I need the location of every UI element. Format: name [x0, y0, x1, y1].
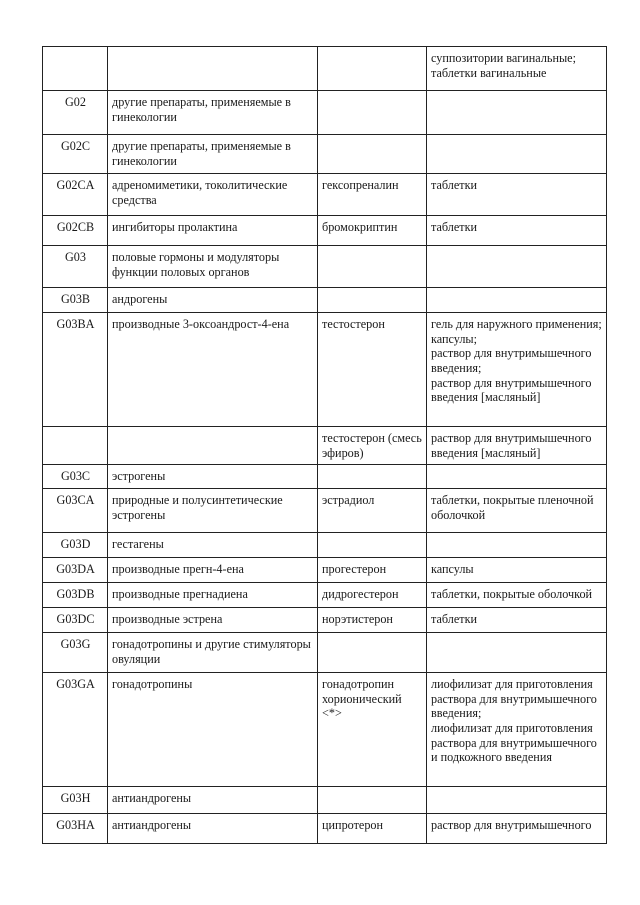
drug-classification-table [42, 46, 607, 844]
dosage-form-cell [427, 465, 607, 489]
drug-name-cell: тестостерон [318, 313, 427, 427]
dosage-form-cell: таблетки, покрытые оболочкой [427, 583, 607, 608]
dosage-form-cell: таблетки [427, 216, 607, 246]
dosage-form-cell: лиофилизат для приготовления раствора для внутримышечного введения; лиофилизат для приготовления раствора для внутримышечного и подкожного введения [427, 673, 607, 787]
dosage-form-cell: капсулы [427, 558, 607, 583]
table-row [43, 489, 607, 533]
pharmacological-group-cell [108, 47, 318, 91]
pharmacological-group-cell: антиандрогены [108, 787, 318, 814]
drug-name-cell: ципротерон [318, 814, 427, 844]
drug-name-cell: гонадотропин хорионический <*> [318, 673, 427, 787]
atc-code-cell: G03C [43, 465, 108, 489]
pharmacological-group-cell: андрогены [108, 288, 318, 313]
dosage-form-cell: таблетки [427, 608, 607, 633]
table-row [43, 313, 607, 427]
pharmacological-group-cell: антиандрогены [108, 814, 318, 844]
dosage-form-cell: суппозитории вагинальные; таблетки вагинальные [427, 47, 607, 91]
drug-name-cell: бромокриптин [318, 216, 427, 246]
atc-code-cell: G02C [43, 135, 108, 174]
pharmacological-group-cell: гестагены [108, 533, 318, 558]
table-row [43, 814, 607, 844]
atc-code-cell [43, 47, 108, 91]
atc-code-cell: G03DC [43, 608, 108, 633]
atc-code-cell: G03DB [43, 583, 108, 608]
pharmacological-group-cell: другие препараты, применяемые в гинекологии [108, 135, 318, 174]
drug-name-cell [318, 533, 427, 558]
drug-name-cell [318, 288, 427, 313]
pharmacological-group-cell: гонадотропины [108, 673, 318, 787]
table-row [43, 246, 607, 288]
atc-code-cell: G03 [43, 246, 108, 288]
table-row [43, 91, 607, 135]
atc-code-cell: G02 [43, 91, 108, 135]
drug-name-cell [318, 91, 427, 135]
drug-name-cell: эстрадиол [318, 489, 427, 533]
table-row [43, 673, 607, 787]
pharmacological-group-cell: производные прегн-4-ена [108, 558, 318, 583]
dosage-form-cell [427, 246, 607, 288]
table-row [43, 288, 607, 313]
atc-code-cell: G02CB [43, 216, 108, 246]
atc-code-cell: G03H [43, 787, 108, 814]
pharmacological-group-cell: половые гормоны и модуляторы функции половых органов [108, 246, 318, 288]
dosage-form-cell: гель для наружного применения; капсулы; раствор для внутримышечного введения; раствор для внутримышечного введения [масляный] [427, 313, 607, 427]
pharmacological-group-cell: гонадотропины и другие стимуляторы овуляции [108, 633, 318, 673]
pharmacological-group-cell: природные и полусинтетические эстрогены [108, 489, 318, 533]
atc-code-cell: G03HA [43, 814, 108, 844]
table-row [43, 135, 607, 174]
dosage-form-cell [427, 91, 607, 135]
atc-code-cell: G03BA [43, 313, 108, 427]
drug-name-cell: гексопреналин [318, 174, 427, 216]
pharmacological-group-cell: другие препараты, применяемые в гинекологии [108, 91, 318, 135]
dosage-form-cell [427, 533, 607, 558]
drug-name-cell [318, 787, 427, 814]
dosage-form-cell [427, 633, 607, 673]
dosage-form-cell: таблетки [427, 174, 607, 216]
dosage-form-cell [427, 135, 607, 174]
table-body [43, 47, 607, 844]
pharmacological-group-cell: производные прегнадиена [108, 583, 318, 608]
drug-name-cell: дидрогестерон [318, 583, 427, 608]
drug-name-cell: тестостерон (смесь эфиров) [318, 427, 427, 465]
table-row [43, 633, 607, 673]
dosage-form-cell: таблетки, покрытые пленочной оболочкой [427, 489, 607, 533]
table-row [43, 47, 607, 91]
table-row [43, 465, 607, 489]
atc-code-cell: G03DA [43, 558, 108, 583]
atc-code-cell: G03G [43, 633, 108, 673]
table-row [43, 427, 607, 465]
table-row [43, 608, 607, 633]
drug-name-cell: норэтистерон [318, 608, 427, 633]
drug-name-cell [318, 246, 427, 288]
table-row [43, 583, 607, 608]
pharmacological-group-cell: адреномиметики, токолитические средства [108, 174, 318, 216]
pharmacological-group-cell [108, 427, 318, 465]
dosage-form-cell: раствор для внутримышечного введения [масляный] [427, 427, 607, 465]
table-row [43, 533, 607, 558]
pharmacological-group-cell: эстрогены [108, 465, 318, 489]
drug-name-cell [318, 465, 427, 489]
drug-name-cell [318, 135, 427, 174]
pharmacological-group-cell: производные эстрена [108, 608, 318, 633]
table-row [43, 216, 607, 246]
pharmacological-group-cell: ингибиторы пролактина [108, 216, 318, 246]
dosage-form-cell: раствор для внутримышечного [427, 814, 607, 844]
drug-name-cell [318, 633, 427, 673]
table-row [43, 787, 607, 814]
atc-code-cell [43, 427, 108, 465]
atc-code-cell: G03CA [43, 489, 108, 533]
table-row [43, 558, 607, 583]
drug-name-cell: прогестерон [318, 558, 427, 583]
table-row [43, 174, 607, 216]
pharmacological-group-cell: производные 3-оксоандрост-4-ена [108, 313, 318, 427]
atc-code-cell: G03GA [43, 673, 108, 787]
atc-code-cell: G03B [43, 288, 108, 313]
drug-name-cell [318, 47, 427, 91]
atc-code-cell: G03D [43, 533, 108, 558]
dosage-form-cell [427, 787, 607, 814]
atc-code-cell: G02CA [43, 174, 108, 216]
dosage-form-cell [427, 288, 607, 313]
